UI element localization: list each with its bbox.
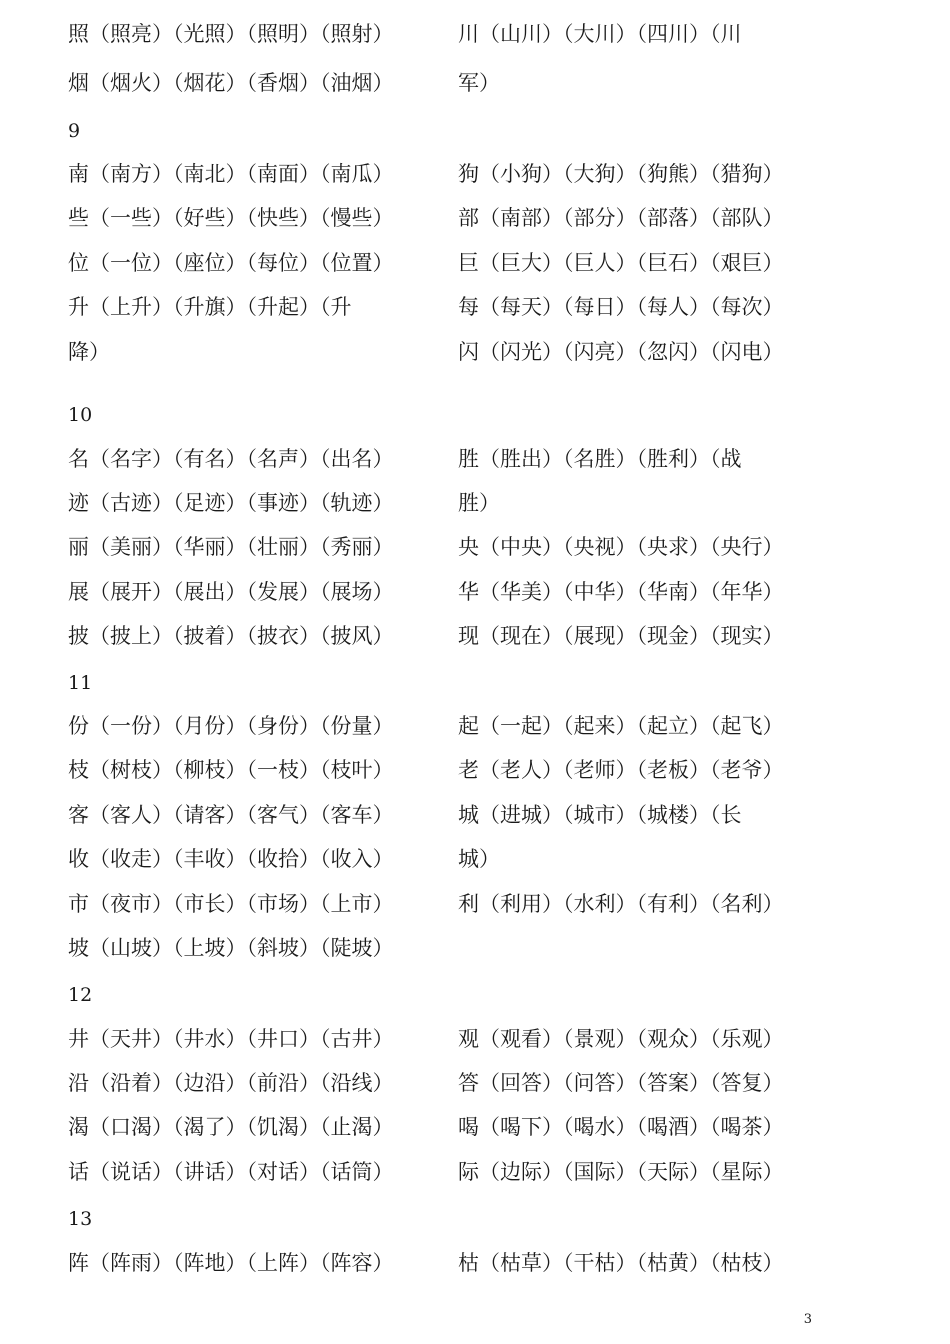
- word-line-left: 迹（古迹）（足迹）（事迹）（轨迹）: [68, 491, 394, 515]
- word-line-left: 名（名字）（有名）（名声）（出名）: [68, 447, 394, 471]
- word-line-left: 照（照亮）（光照）（照明）（照射）: [68, 22, 394, 46]
- word-line-right: 利（利用）（水利）（有利）（名利）: [458, 892, 784, 916]
- word-line-right: 观（观看）（景观）（观众）（乐观）: [458, 1027, 784, 1051]
- word-line-left: 枝（树枝）（柳枝）（一枝）（枝叶）: [68, 758, 394, 782]
- word-line-right: 城）: [458, 847, 500, 871]
- word-line-right: 每（每天）（每日）（每人）（每次）: [458, 295, 784, 319]
- word-line-right: 华（华美）（中华）（华南）（年华）: [458, 580, 784, 604]
- word-line-left: 井（天井）（井水）（井口）（古井）: [68, 1027, 394, 1051]
- word-line-right: 央（中央）（央视）（央求）（央行）: [458, 535, 784, 559]
- word-line-left: 渴（口渴）（渴了）（饥渴）（止渴）: [68, 1115, 394, 1139]
- word-line-right: 枯（枯草）（干枯）（枯黄）（枯枝）: [458, 1251, 784, 1275]
- word-line-right: 胜）: [458, 491, 500, 515]
- word-line-right: 胜（胜出）（名胜）（胜利）（战: [458, 447, 742, 471]
- word-line-right: 闪（闪光）（闪亮）（忽闪）（闪电）: [458, 340, 784, 364]
- section-number: 11: [68, 672, 93, 694]
- word-line-right: 起（一起）（起来）（起立）（起飞）: [458, 714, 784, 738]
- word-line-right: 喝（喝下）（喝水）（喝酒）（喝茶）: [458, 1115, 784, 1139]
- word-line-left: 话（说话）（讲话）（对话）（话筒）: [68, 1160, 394, 1184]
- word-line-left: 南（南方）（南北）（南面）（南瓜）: [68, 162, 394, 186]
- word-line-left: 披（披上）（披着）（披衣）（披风）: [68, 624, 394, 648]
- word-line-right: 现（现在）（展现）（现金）（现实）: [458, 624, 784, 648]
- section-number: 12: [68, 984, 93, 1006]
- word-line-left: 份（一份）（月份）（身份）（份量）: [68, 714, 394, 738]
- word-line-right: 军）: [458, 71, 500, 95]
- word-line-right: 城（进城）（城市）（城楼）（长: [458, 803, 742, 827]
- word-line-left: 升（上升）（升旗）（升起）（升: [68, 295, 352, 319]
- word-line-right: 川（山川）（大川）（四川）（川: [458, 22, 742, 46]
- word-line-left: 阵（阵雨）（阵地）（上阵）（阵容）: [68, 1251, 394, 1275]
- word-line-left: 坡（山坡）（上坡）（斜坡）（陡坡）: [68, 936, 394, 960]
- section-number: 9: [68, 120, 81, 142]
- word-line-left: 客（客人）（请客）（客气）（客车）: [68, 803, 394, 827]
- section-number: 10: [68, 404, 93, 426]
- word-line-right: 答（回答）（问答）（答案）（答复）: [458, 1071, 784, 1095]
- word-line-left: 沿（沿着）（边沿）（前沿）（沿线）: [68, 1071, 394, 1095]
- word-line-left: 市（夜市）（市长）（市场）（上市）: [68, 892, 394, 916]
- word-line-left: 丽（美丽）（华丽）（壮丽）（秀丽）: [68, 535, 394, 559]
- word-line-right: 老（老人）（老师）（老板）（老爷）: [458, 758, 784, 782]
- word-line-left: 降）: [68, 340, 110, 364]
- word-line-left: 烟（烟火）（烟花）（香烟）（油烟）: [68, 71, 394, 95]
- word-line-right: 际（边际）（国际）（天际）（星际）: [458, 1160, 784, 1184]
- word-line-right: 巨（巨大）（巨人）（巨石）（艰巨）: [458, 251, 784, 275]
- page-number: 3: [803, 1312, 812, 1327]
- section-number: 13: [68, 1208, 93, 1230]
- word-line-right: 狗（小狗）（大狗）（狗熊）（猎狗）: [458, 162, 784, 186]
- word-line-left: 位（一位）（座位）（每位）（位置）: [68, 251, 394, 275]
- word-line-left: 收（收走）（丰收）（收拾）（收入）: [68, 847, 394, 871]
- word-line-right: 部（南部）（部分）（部落）（部队）: [458, 206, 784, 230]
- word-line-left: 展（展开）（展出）（发展）（展场）: [68, 580, 394, 604]
- word-line-left: 些（一些）（好些）（快些）（慢些）: [68, 206, 394, 230]
